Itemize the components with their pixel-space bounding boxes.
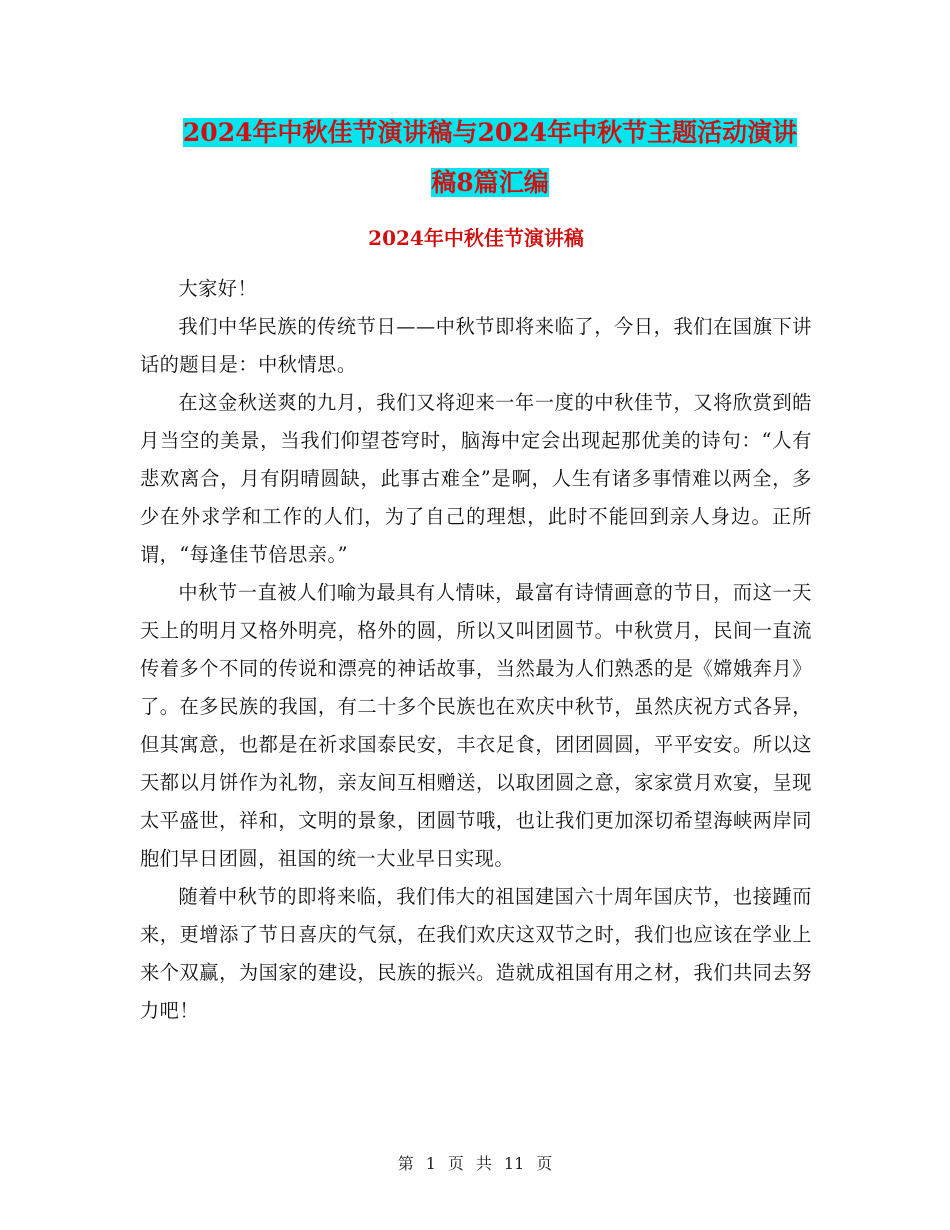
page-footer (0, 1152, 950, 1176)
paragraph: 中秋节一直被人们喻为最具有人情味，最富有诗情画意的节日，而这一天天上的明月又格外明亮，格外的圆，所以又叫团圆节。中秋赏月，民间一直流传着多个不同的传说和漂亮的神话故事，当然最为人们熟悉的是《嫦娥奔月》了。在多民族的我国，有二十多个民族也在欢庆中秋节，虽然庆祝方式各异，但其寓意，也都是在祈求国泰民安，丰衣足食，团团圆圆，平平安安。所以这天都以月饼作为礼物，亲友间互相赠送，以取团圆之意，家家赏月欢宴，呈现太平盛世，祥和，文明的景象，团圆节哦，也让我们更加深切希望海峡两岸同胞们早日团圆，祖国的统一大业早日实现。 (140, 581, 812, 870)
document-title (140, 108, 840, 208)
footer-page-prefix: 第 (397, 1154, 414, 1173)
paragraph-greeting: 大家好！ (178, 277, 258, 300)
document-title-line1: 2024年中秋佳节演讲稿与2024年中秋节主题活动演讲 (182, 118, 798, 147)
footer-page-mid: 页 (447, 1154, 464, 1173)
paragraph: 在这金秋送爽的九月，我们又将迎来一年一度的中秋佳节，又将欣赏到皓月当空的美景，当我们仰望苍穹时，脑海中定会出现起那优美的诗句：“人有悲欢离合，月有阴晴圆缺，此事古难全”是啊，人生有诸多事情难以两全，多少在外求学和工作的人们，为了自己的理想，此时不能回到亲人身边。正所谓，“每逢佳节倍思亲。” (140, 391, 812, 566)
paragraph: 我们中华民族的传统节日——中秋节即将来临了，今日，我们在国旗下讲话的题目是：中秋情思。 (140, 315, 812, 376)
speech-body (140, 270, 812, 1030)
footer-total-prefix: 共 (475, 1154, 492, 1173)
footer-page-number: 1 (425, 1154, 436, 1173)
section-heading: 2024年中秋佳节演讲稿 (368, 226, 584, 250)
footer-total-suffix: 页 (536, 1154, 553, 1173)
document-title-line2: 稿8篇汇编 (431, 168, 549, 197)
footer-total-pages: 11 (503, 1154, 525, 1173)
paragraph: 随着中秋节的即将来临，我们伟大的祖国建国六十周年国庆节，也接踵而来，更增添了节日喜庆的气氛，在我们欢庆这双节之时，我们也应该在学业上来个双赢，为国家的建设，民族的振兴。造就成祖国有用之材，我们共同去努力吧！ (140, 885, 812, 1022)
